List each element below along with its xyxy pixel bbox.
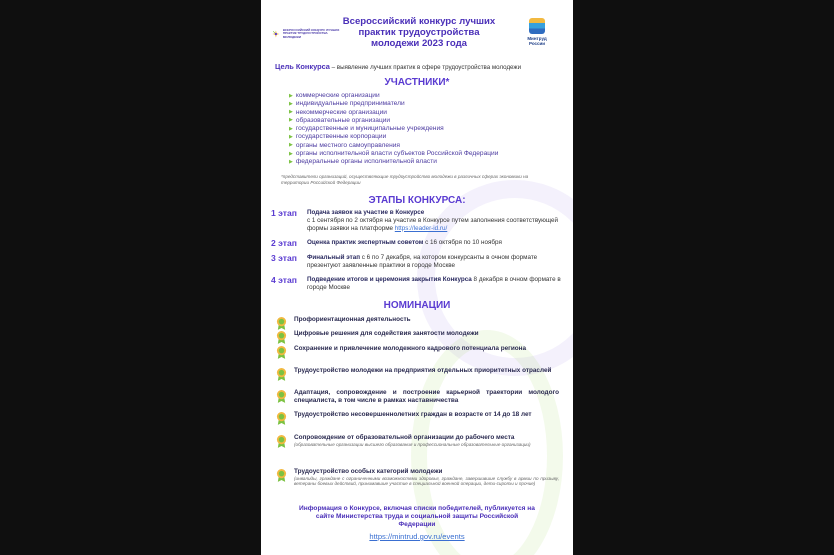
- mintrud-emblem-icon: [529, 18, 545, 34]
- list-item: ▶ индивидуальные предприниматели: [289, 100, 498, 108]
- stage-title: Подача заявок на участие в Конкурсе: [307, 209, 425, 216]
- nomination-item: [276, 316, 559, 330]
- stage-number: 2 этап: [271, 238, 297, 248]
- nomination-title: Сопровождение от образовательной организации до рабочего места: [294, 434, 515, 441]
- medal-icon: [276, 411, 287, 425]
- stage-item: [271, 209, 561, 232]
- nomination-title: Трудоустройство молодежи на предприятия отдельных приоритетных отраслей: [294, 367, 552, 374]
- list-item: ▶ некоммерческие организации: [289, 109, 498, 117]
- nomination-title: Профориентационная деятельность: [294, 316, 411, 323]
- contest-logo: [272, 24, 342, 44]
- stage-text: 8 декабря в очном формате в городе Москве: [307, 276, 561, 291]
- list-item: ▶ образовательные организации: [289, 117, 498, 125]
- stage-number: 3 этап: [271, 253, 297, 263]
- goal-label: Цель Конкурса: [275, 62, 330, 71]
- stage-item: [271, 239, 561, 248]
- poster-header: [261, 14, 573, 64]
- medal-icon: [276, 330, 287, 344]
- stage-text: с 16 октября по 10 ноября: [423, 239, 502, 246]
- list-item: ▶ государственные и муниципальные учреждения: [289, 125, 498, 133]
- participants-heading: УЧАСТНИКИ*: [384, 77, 450, 88]
- nomination-item: [276, 389, 559, 405]
- medal-icon: [276, 468, 287, 482]
- nomination-title: Трудоустройство несовершеннолетних граждан в возрасте от 14 до 18 лет: [294, 411, 532, 418]
- stage-number: 1 этап: [271, 208, 297, 218]
- nomination-title: Цифровые решения для содействия занятости молодежи: [294, 330, 479, 337]
- stage-item: [271, 276, 561, 292]
- medal-icon: [276, 434, 287, 448]
- list-item: ▶ органы местного самоуправления: [289, 142, 498, 150]
- stages-heading: ЭТАПЫ КОНКУРСА:: [368, 195, 466, 206]
- poster-page: [261, 0, 573, 555]
- footer-info: Информация о Конкурсе, включая списки победителей, публикуется на сайте Министерства труда и социальной защиты Российской Федерации: [299, 505, 535, 529]
- star-logo-icon: [272, 26, 280, 42]
- stage-number: 4 этап: [271, 275, 297, 285]
- stage-item: [271, 254, 561, 270]
- stage-title: Финальный этап: [307, 254, 361, 261]
- list-item: ▶ коммерческие организации: [289, 92, 498, 100]
- nomination-subtitle: (образовательные организации высшего образования и профессиональные образовательные организации): [294, 442, 531, 447]
- stage-text: с 6 по 7 декабря, на котором конкурсанты в очном формате презентуют заявленные практики в городе Москве: [307, 254, 538, 269]
- stage-title: Подведение итогов и церемония закрытия Конкурса: [307, 276, 472, 283]
- nominations-heading: НОМИНАЦИИ: [383, 300, 451, 311]
- nomination-title: Трудоустройство особых категорий молодежи: [294, 468, 443, 475]
- nomination-item: [276, 345, 559, 359]
- participants-footnote: *представители организаций, осуществляющие трудоустройство молодежи в различных сферах экономики на территории Российской Федерации: [281, 174, 529, 185]
- list-item: ▶ органы исполнительной власти субъектов Российской Федерации: [289, 150, 498, 158]
- mintrud-events-link[interactable]: https://mintrud.gov.ru/events: [369, 532, 465, 541]
- medal-icon: [276, 367, 287, 381]
- nomination-subtitle: (инвалиды, граждане с ограниченными возможностями здоровья, граждане, завершившие службу в армии по призыву, ветераны боевых действий, принимавшие участие в специальной военной операции, дети-сироты и прочие): [294, 476, 559, 487]
- list-item: ▶ федеральные органы исполнительной власти: [289, 158, 498, 166]
- mintrud-logo: [523, 18, 551, 46]
- nomination-item: [276, 468, 559, 487]
- nomination-item: [276, 330, 559, 344]
- nomination-item: [276, 434, 559, 448]
- participants-list: [289, 92, 498, 167]
- contest-goal: [275, 62, 565, 71]
- nomination-item: [276, 411, 559, 425]
- stage-text: с 1 сентября по 2 октября на участие в Конкурсе путем заполнения соответствующей формы заявки на платформе: [307, 216, 559, 232]
- medal-icon: [276, 345, 287, 359]
- poster-title: Всероссийский конкурс лучших практик трудоустройства молодежи 2023 года: [342, 16, 496, 49]
- nomination-title: Адаптация, сопровождение и построение карьерной траектории молодого специалиста, в том числе в рамках наставничества: [294, 389, 559, 404]
- stage-title: Оценка практик экспертным советом: [307, 239, 424, 246]
- leader-id-link[interactable]: https://leader-id.ru/: [394, 224, 448, 232]
- mintrud-logo-text: Минтруд России: [527, 36, 547, 46]
- medal-icon: [276, 316, 287, 330]
- nomination-title: Сохранение и привлечение молодежного кадрового потенциала региона: [294, 345, 527, 352]
- medal-icon: [276, 389, 287, 403]
- nomination-item: [276, 367, 559, 381]
- goal-text: – выявление лучших практик в сфере трудоустройства молодежи: [329, 64, 522, 71]
- contest-logo-text: ВСЕРОССИЙСКИЙ КОНКУРС ЛУЧШИХ ПРАКТИК ТРУДОУСТРОЙСТВА МОЛОДЕЖИ: [282, 27, 340, 39]
- list-item: ▶ государственные корпорации: [289, 133, 498, 141]
